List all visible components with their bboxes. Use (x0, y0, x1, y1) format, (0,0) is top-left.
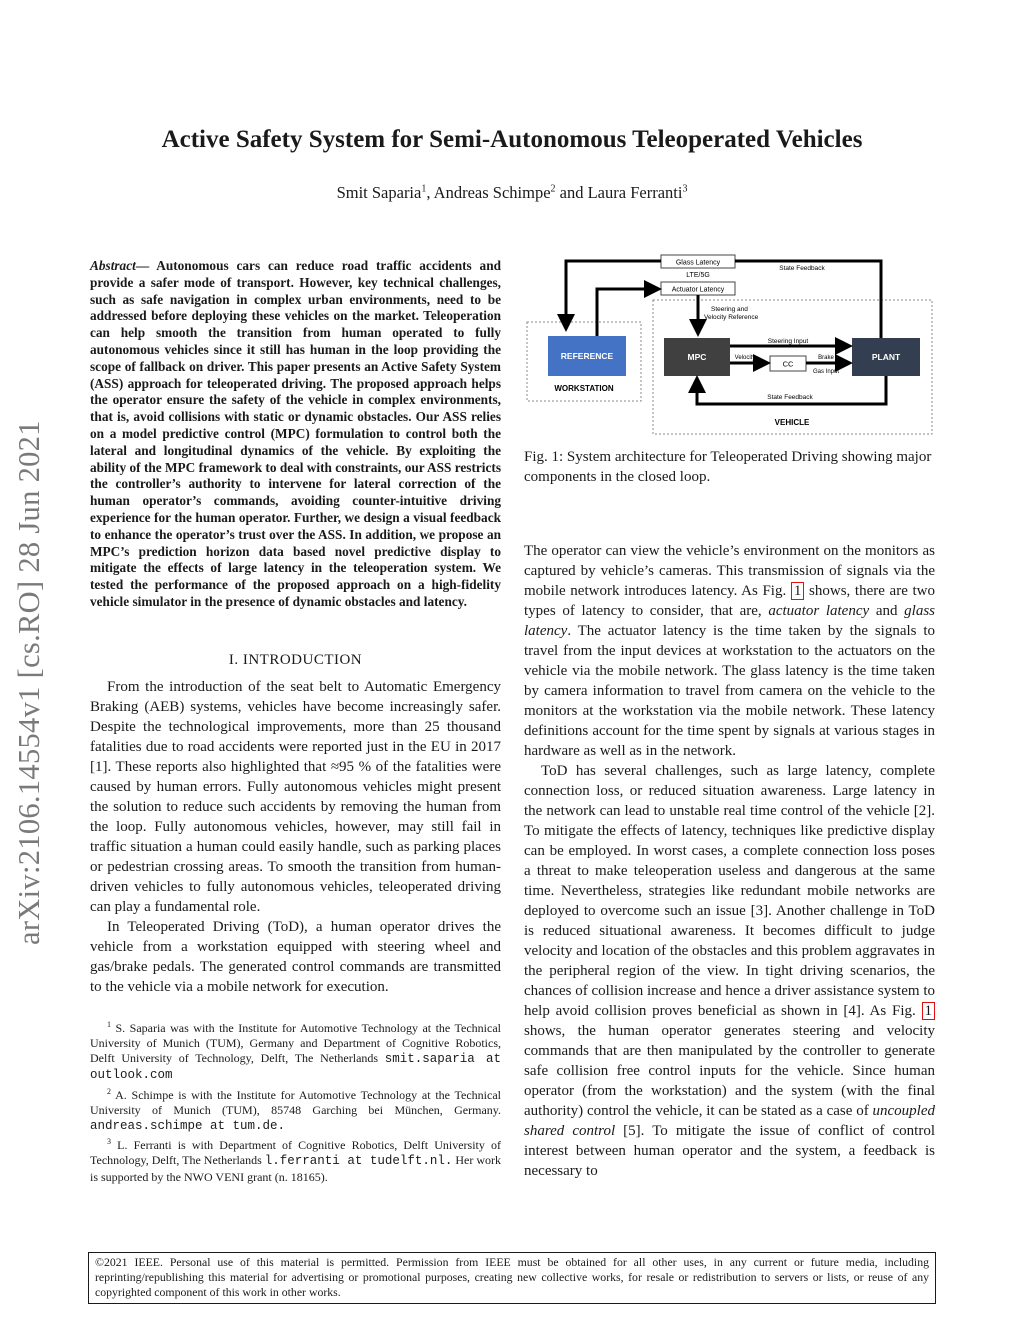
architecture-diagram (524, 252, 935, 438)
footnote-1-email: smit.saparia at outlook.com (90, 1052, 501, 1083)
glass-latency-label: Glass Latency (675, 259, 721, 267)
gas-input-label: Gas Input (812, 369, 840, 375)
footnote-3 (90, 1134, 501, 1185)
author-ferranti: and Laura Ferranti (555, 183, 683, 202)
plant-label: PLANT (871, 352, 901, 362)
footnote-1-mark: 1 (107, 1019, 111, 1029)
reference-to-actuator-arrow (597, 289, 659, 336)
p1-part-c: and (869, 603, 905, 619)
abstract (90, 258, 501, 611)
footnote-3-text: L. Ferranti is with Department of Cognitive Robotics, Delft University of Technology, Delft, The Netherlands (90, 1138, 501, 1168)
author-schimpe: , Andreas Schimpe (426, 183, 551, 202)
p1-part-d: . The actuator latency is the time taken by the signals to travel from the input devices at workstation to the actuators on the vehicle via the mobile network. The glass latency is the time taken by camera information to travel from camera on the vehicle to the monitors at the workstation via the mobile network. These latency definitions account for the time spent by signals at various stages in hardware as well as in the network. (524, 623, 935, 759)
affil-1: 1 (421, 183, 427, 195)
footnotes (90, 1017, 501, 1185)
affil-3: 3 (682, 183, 688, 195)
p2-part-c: [5]. To mitigate the issue of conflict of control interest between human operator and the system, a feedback is necessary to (524, 1123, 935, 1179)
right-paragraph-1 (524, 541, 935, 761)
p2-part-a: ToD has several challenges, such as large latency, complete connection loss, or reduced situation awareness. Large latency in the network can lead to unstable real time control of the vehicle [2]. To mitigate the effects of latency, techniques like predictive display can be employed. In worst cases, a complete connection loss poses a threat to make teleoperation useless and dangerous at the same time. Nevertheless, strategies like redundant mobile networks are deployed to overcome such an issue [3]. Another challenge in ToD is reduced situational awareness. It becomes difficult to judge velocity and location of the obstacles and this problem aggravates in the peripheral region of the view. In tight driving scenarios, the chances of collision increase and hence a driver assistance system to help avoid collision proves beneficial as shown in [4]. As Fig. (524, 763, 935, 1019)
figure-1 (524, 252, 935, 438)
fig-1-link-a[interactable]: 1 (791, 582, 805, 600)
footnote-3-email: l.ferranti at tudelft.nl. (264, 1154, 453, 1169)
footnote-3-mark: 3 (107, 1137, 111, 1147)
glass-to-reference-arrow (566, 261, 661, 329)
left-column (90, 258, 501, 1185)
state-feedback-bottom-label: State Feedback (767, 394, 813, 401)
reference-label: REFERENCE (560, 351, 614, 361)
p2-part-b: shows, the human operator generates steering and velocity commands that are then manipulated by the controller to generate safe collision free control inputs for the vehicle. Since human operator (from the workstation) and the system (with the final authority) control the vehicle, it can be stated as a case of (524, 1023, 935, 1119)
abstract-text: Autonomous cars can reduce road traffic accidents and provide a safer mode of transport. However, key technical challenges, such as safe navigation in complex urban environments, need to be addressed before deploying these vehicles on the market. Teleoperation can help smooth the transition from human operated to fully autonomous vehicles since it still has human in the loop providing the scope of fallback on driver. This paper presents an Active Safety System (ASS) approach for teleoperated driving. The proposed approach helps the operator ensure the safety of the vehicle in complex environments, that is, avoid collisions with static or dynamic obstacles. Our ASS relies on a model predictive control (MPC) formulation to control both the lateral and longitudinal dynamics of the vehicle. By exploiting the ability of the MPC framework to deal with constraints, our ASS restricts the controller’s authority to intervene for lateral correction of the human operator’s commands, avoiding counter-intuitive driving experience for the human operator. Further, we design a visual feedback to enhance the operator’s trust over the ASS. In addition, we propose an MPC’s prediction horizon data based novel predictive display to mitigate the effects of large latency in the teleoperation system. We tested the performance of the proposed approach on a high-fidelity vehicle simulator in the presence of dynamic obstacles and latency. (90, 258, 501, 609)
vehicle-label: VEHICLE (774, 418, 810, 427)
steering-input-label: Steering Input (767, 338, 809, 345)
brake-label: Brake (818, 355, 834, 361)
p1-part-b: shows, there are two types of latency to consider, that are, (524, 583, 936, 619)
footnote-2 (90, 1084, 501, 1135)
p1-part-a: The operator can view the vehicle’s environment on the monitors as captured by vehicle’s cameras. This transmission of signals via the mobile network introduces latency. As Fig. (524, 543, 935, 599)
arxiv-stamp: arXiv:2106.14554v1 [cs.RO] 28 Jun 2021 (12, 420, 46, 945)
steer-vel-ref-label-1: Steering and (711, 306, 748, 313)
footnote-2-text: A. Schimpe is with the Institute for Automotive Technology at the Technical University of Munich (TUM), 85748 Garching bei München, Germany. (90, 1087, 501, 1117)
intro-paragraph-1: From the introduction of the seat belt to Automatic Emergency Braking (AEB) systems, vehicles have become increasingly safer. Despite the technological improvements, more than 25 thousand fatalities due to road accidents were reported just in the EU in 2017 [1]. These reports also highlighted that ≈95 % of the fatalities were caused by human errors. Fully autonomous vehicles might present the solution to reduce such accidents by removing the human from the loop. Fully autonomous vehicles, however, may still fail in traffic situation a human could easily handle, such as parking places or pedestrian crossing areas. To smooth the transition from human-driven vehicles to fully autonomous vehicles, teleoperated driving can play a fundamental role. (90, 678, 501, 915)
intro-paragraph-2: In Teleoperated Driving (ToD), a human operator drives the vehicle from a workstation equipped with steering wheel and gas/brake pedals. The generated control commands are transmitted to the vehicle via a mobile network for execution. (90, 918, 501, 995)
right-paragraph-2 (524, 761, 935, 1181)
figure-1-caption: Fig. 1: System architecture for Teleoperated Driving showing major components in the closed loop. (524, 449, 932, 485)
footnote-1-text: S. Saparia was with the Institute for Automotive Technology at the Technical University of Munich (TUM), Germany and Department of Cognitive Robotics, Delft University of Technology, Delft, The Netherlands (90, 1020, 501, 1066)
state-feedback-top-line (735, 261, 881, 345)
state-feedback-top-label: State Feedback (779, 265, 825, 272)
abstract-label: Abstract (90, 258, 136, 273)
mpc-label: MPC (687, 352, 707, 362)
workstation-label: WORKSTATION (554, 384, 614, 393)
lte-label: LTE/5G (686, 272, 710, 279)
abstract-dash: — (135, 258, 157, 273)
footnote-2-email: andreas.schimpe at tum.de. (90, 1118, 286, 1133)
footnote-3-tail: Her work is supported by the NWO VENI grant (n. 18165). (90, 1153, 502, 1184)
author-saparia: Smit Saparia (336, 183, 422, 202)
p1-em-actuator: actuator latency (768, 603, 870, 619)
p2-em-shared-control: uncoupled shared control (524, 1103, 935, 1139)
cc-label: CC (782, 359, 794, 369)
footnote-1 (90, 1017, 501, 1084)
author-line (0, 183, 1024, 203)
section-heading-introduction: I. INTRODUCTION (228, 651, 363, 668)
paper-title: Active Safety System for Semi-Autonomous Teleoperated Vehicles (161, 126, 863, 153)
copyright-notice: ©2021 IEEE. Personal use of this material is permitted. Permission from IEEE must be obtained for all other uses, in any current or future media, including reprinting/republishing this material for advertising or promotional purposes, creating new collective works, for resale or redistribution to servers or lists, or reuse of any copyrighted component of this work in other works. (88, 1252, 936, 1304)
right-body (524, 541, 935, 1181)
steer-vel-ref-label-2: Velocity Reference (704, 314, 759, 321)
p1-em-glass: glass latency (524, 603, 935, 639)
right-column (524, 252, 935, 1181)
actuator-latency-label: Actuator Latency (671, 286, 725, 294)
affil-2: 2 (550, 183, 556, 195)
footnote-2-mark: 2 (107, 1086, 111, 1096)
velocity-label: Velocity (734, 355, 756, 361)
fig-1-link-b[interactable]: 1 (922, 1002, 936, 1020)
